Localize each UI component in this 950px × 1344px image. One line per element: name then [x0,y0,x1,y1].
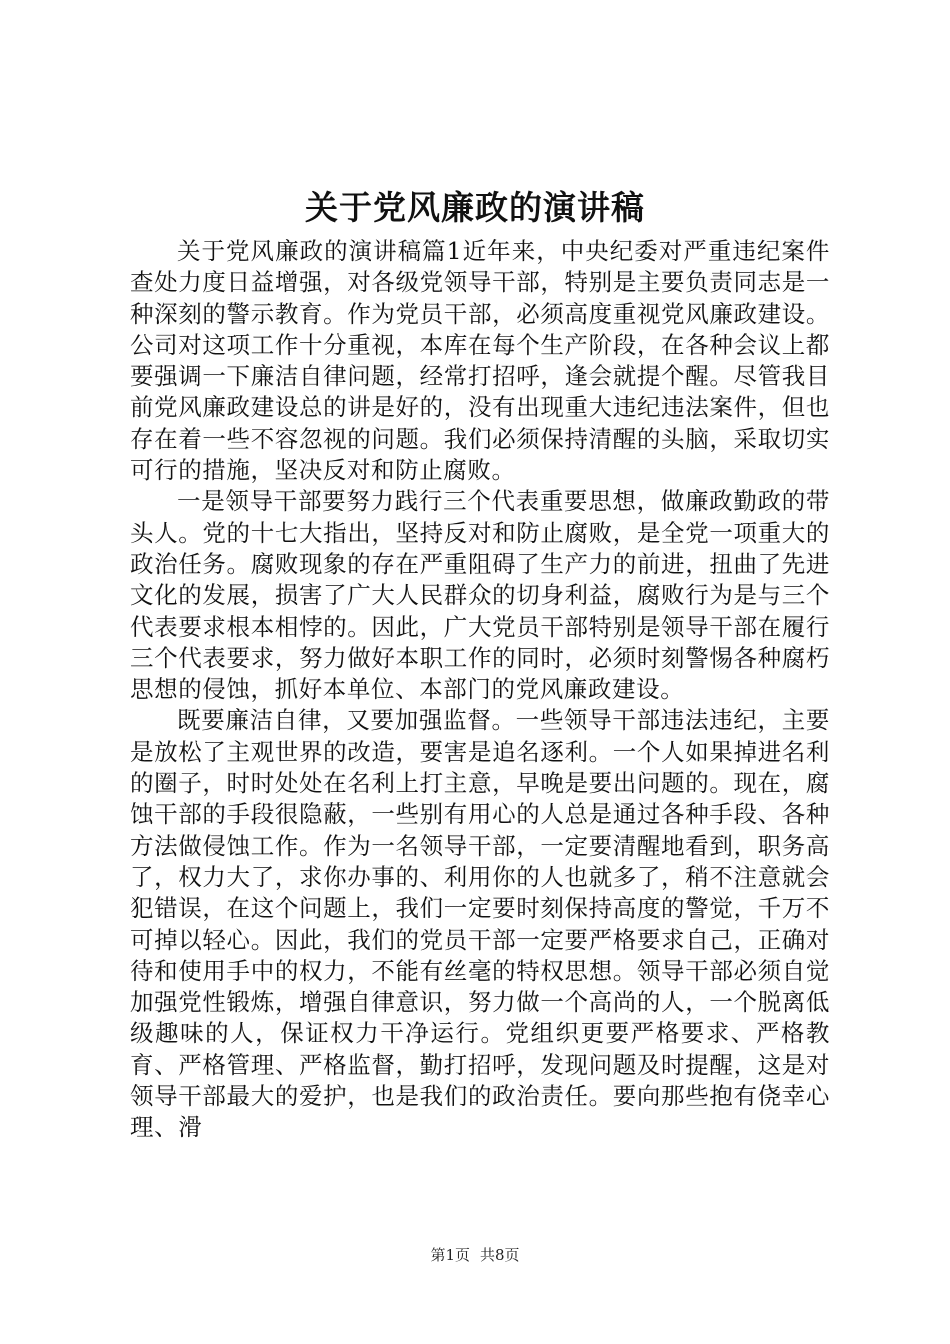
paragraph: 关于党风廉政的演讲稿篇1近年来，中央纪委对严重违纪案件查处力度日益增强，对各级党领导干部，特别是主要负责同志是一种深刻的警示教育。作为党员干部，必须高度重视党风廉政建设。公司对这项工作十分重视，本库在每个生产阶段，在各种会议上都要强调一下廉洁自律问题，经常打招呼，逢会就提个醒。尽管我目前党风廉政建设总的讲是好的，没有出现重大违纪违法案件，但也存在着一些不容忽视的问题。我们必须保持清醒的头脑，采取切实可行的措施，坚决反对和防止腐败。 [130,237,830,485]
document-body [130,236,830,1144]
page-total: 共8页 [480,1246,520,1264]
document-title: 关于党风廉政的演讲稿 [305,188,645,227]
page-footer [0,1245,950,1265]
paragraph: 一是领导干部要努力践行三个代表重要思想，做廉政勤政的带头人。党的十七大指出，坚持反对和防止腐败，是全党一项重大的政治任务。腐败现象的存在严重阻碍了生产力的前进，扭曲了先进文化的发展，损害了广大人民群众的切身利益，腐败行为是与三个代表要求根本相悖的。因此，广大党员干部特别是领导干部在履行三个代表要求，努力做好本职工作的同时，必须时刻警惕各种腐朽思想的侵蚀，抓好本单位、本部门的党风廉政建设。 [130,487,830,704]
paragraph: 既要廉洁自律，又要加强监督。一些领导干部违法违纪，主要是放松了主观世界的改造，要害是追名逐利。一个人如果掉进名利的圈子，时时处处在名利上打主意，早晚是要出问题的。现在，腐蚀干部的手段很隐蔽，一些别有用心的人总是通过各种手段、各种方法做侵蚀工作。作为一名领导干部，一定要清醒地看到，职务高了，权力大了，求你办事的、利用你的人也就多了，稍不注意就会犯错误，在这个问题上，我们一定要时刻保持高度的警觉，千万不可掉以轻心。因此，我们的党员干部一定要严格要求自己，正确对待和使用手中的权力，不能有丝毫的特权思想。领导干部必须自觉加强党性锻炼，增强自律意识，努力做一个高尚的人，一个脱离低级趣味的人，保证权力干净运行。党组织更要严格要求、严格教育、严格管理、严格监督，勤打招呼，发现问题及时提醒，这是对领导干部最大的爱护，也是我们的政治责任。要向那些抱有侥幸心理、滑 [130,706,830,1142]
page-number: 第1页 [430,1246,470,1264]
